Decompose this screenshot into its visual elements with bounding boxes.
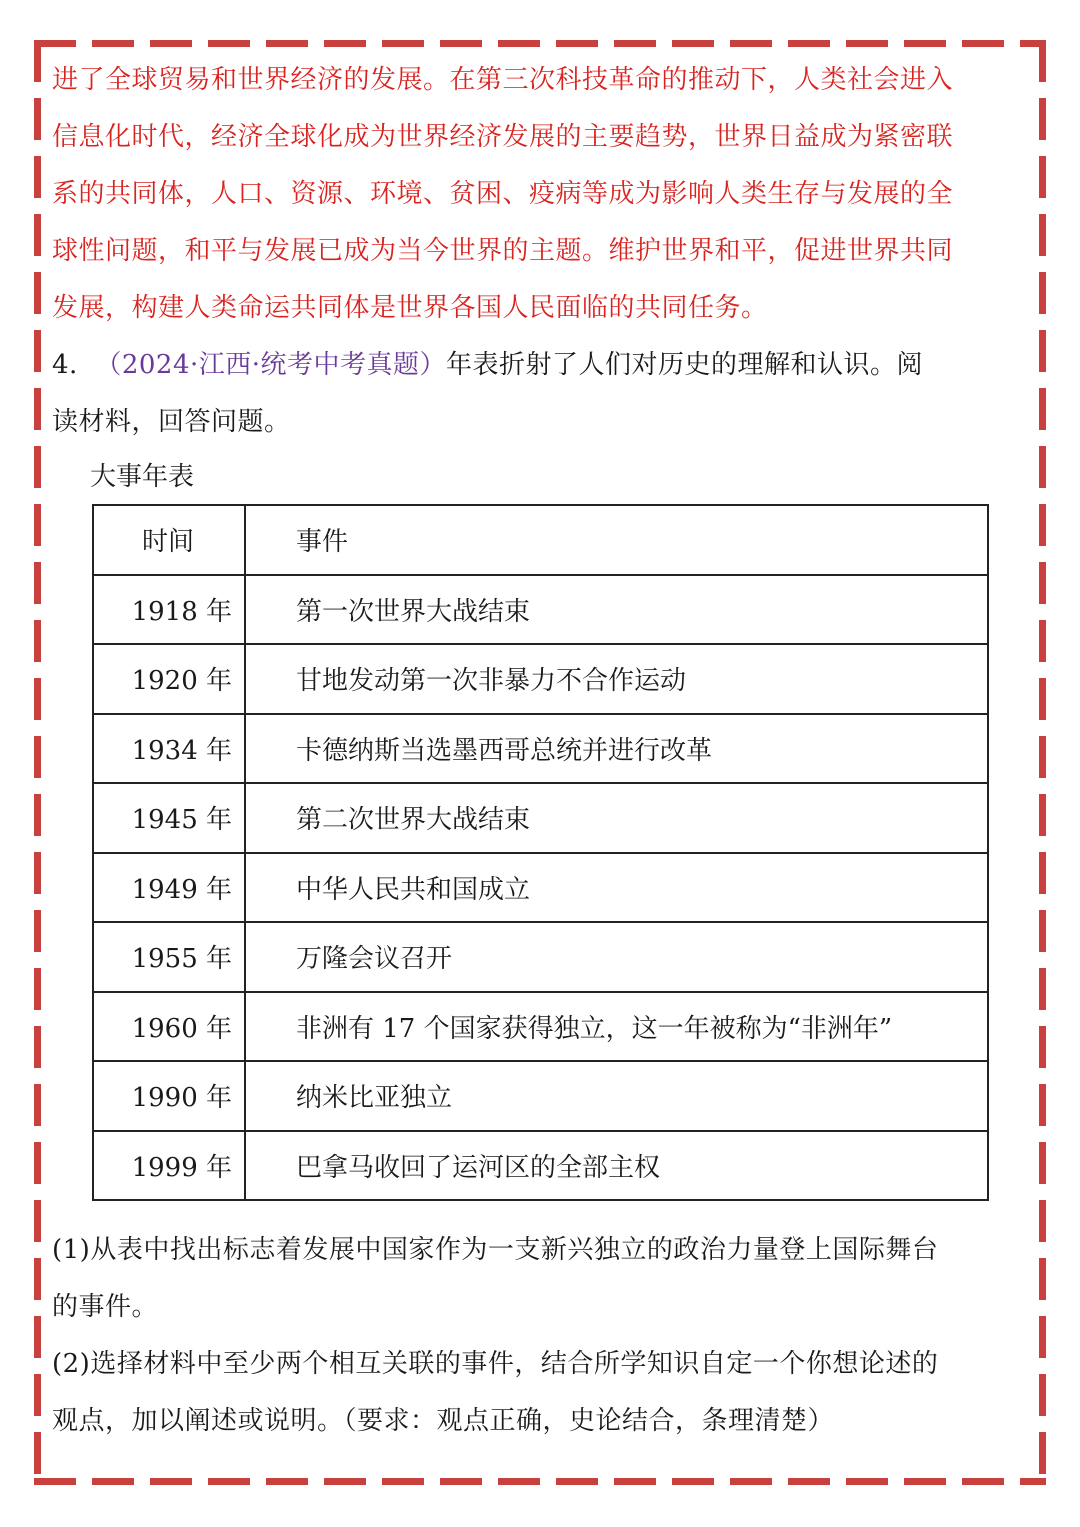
table-row	[93, 783, 988, 853]
frame-top-border	[34, 40, 1046, 47]
table-row	[93, 1061, 988, 1131]
row-event: 卡德纳斯当选墨西哥总统并进行改革	[245, 714, 988, 784]
row-event: 中华人民共和国成立	[245, 853, 988, 923]
row-event: 非洲有 17 个国家获得独立，这一年被称为“非洲年”	[245, 992, 988, 1062]
table-row	[93, 714, 988, 784]
frame-right-border	[1039, 40, 1046, 1485]
header-event: 事件	[245, 505, 988, 575]
intro-line: 进了全球贸易和世界经济的发展。在第三次科技革命的推动下，人类社会进入	[52, 65, 954, 95]
table-row	[93, 1131, 988, 1201]
row-event: 甘地发动第一次非暴力不合作运动	[245, 644, 988, 714]
row-year: 1945 年	[93, 783, 245, 853]
table-row	[93, 644, 988, 714]
table-row	[93, 853, 988, 923]
table-row	[93, 922, 988, 992]
question-source: （2024·江西·统考中考真题）	[95, 350, 447, 380]
question-stem	[52, 337, 1032, 394]
intro-line: 系的共同体，人口、资源、环境、贫困、疫病等成为影响人类生存与发展的全	[52, 179, 954, 209]
row-year: 1955 年	[93, 922, 245, 992]
row-event: 万隆会议召开	[245, 922, 988, 992]
row-year: 1960 年	[93, 992, 245, 1062]
row-year: 1990 年	[93, 1061, 245, 1131]
row-year: 1918 年	[93, 575, 245, 645]
sub-question-2: (2)选择材料中至少两个相互关联的事件，结合所学知识自定一个你想论述的	[52, 1349, 939, 1379]
intro-line: 信息化时代，经济全球化成为世界经济发展的主要趋势，世界日益成为紧密联	[52, 122, 954, 152]
row-year: 1934 年	[93, 714, 245, 784]
row-event: 第一次世界大战结束	[245, 575, 988, 645]
row-year: 1999 年	[93, 1131, 245, 1201]
table-row	[93, 575, 988, 645]
question-stem-line1: 年表折射了人们对历史的理解和认识。阅	[446, 350, 924, 380]
frame-left-border	[34, 40, 41, 1485]
row-event: 纳米比亚独立	[245, 1061, 988, 1131]
table-header-row	[93, 505, 988, 575]
sub-questions	[52, 1222, 1032, 1450]
intro-line: 发展，构建人类命运共同体是世界各国人民面临的共同任务。	[52, 293, 768, 323]
question-stem-line2: 读材料，回答问题。	[52, 407, 291, 437]
intro-line: 球性问题，和平与发展已成为当今世界的主题。维护世界和平，促进世界共同	[52, 236, 954, 266]
frame-bottom-border	[34, 1478, 1046, 1485]
intro-answer-block	[52, 52, 1032, 451]
row-event: 巴拿马收回了运河区的全部主权	[245, 1131, 988, 1201]
events-table	[92, 504, 989, 1201]
table-title: 大事年表	[90, 462, 195, 492]
row-year: 1920 年	[93, 644, 245, 714]
header-time: 时间	[93, 505, 245, 575]
row-year: 1949 年	[93, 853, 245, 923]
table-row	[93, 992, 988, 1062]
row-event: 第二次世界大战结束	[245, 783, 988, 853]
sub-question-2-cont: 观点，加以阐述或说明。（要求：观点正确，史论结合，条理清楚）	[52, 1406, 835, 1436]
sub-question-1: (1)从表中找出标志着发展中国家作为一支新兴独立的政治力量登上国际舞台	[52, 1235, 939, 1265]
question-number: 4.	[52, 350, 78, 380]
sub-question-1-cont: 的事件。	[52, 1292, 159, 1322]
